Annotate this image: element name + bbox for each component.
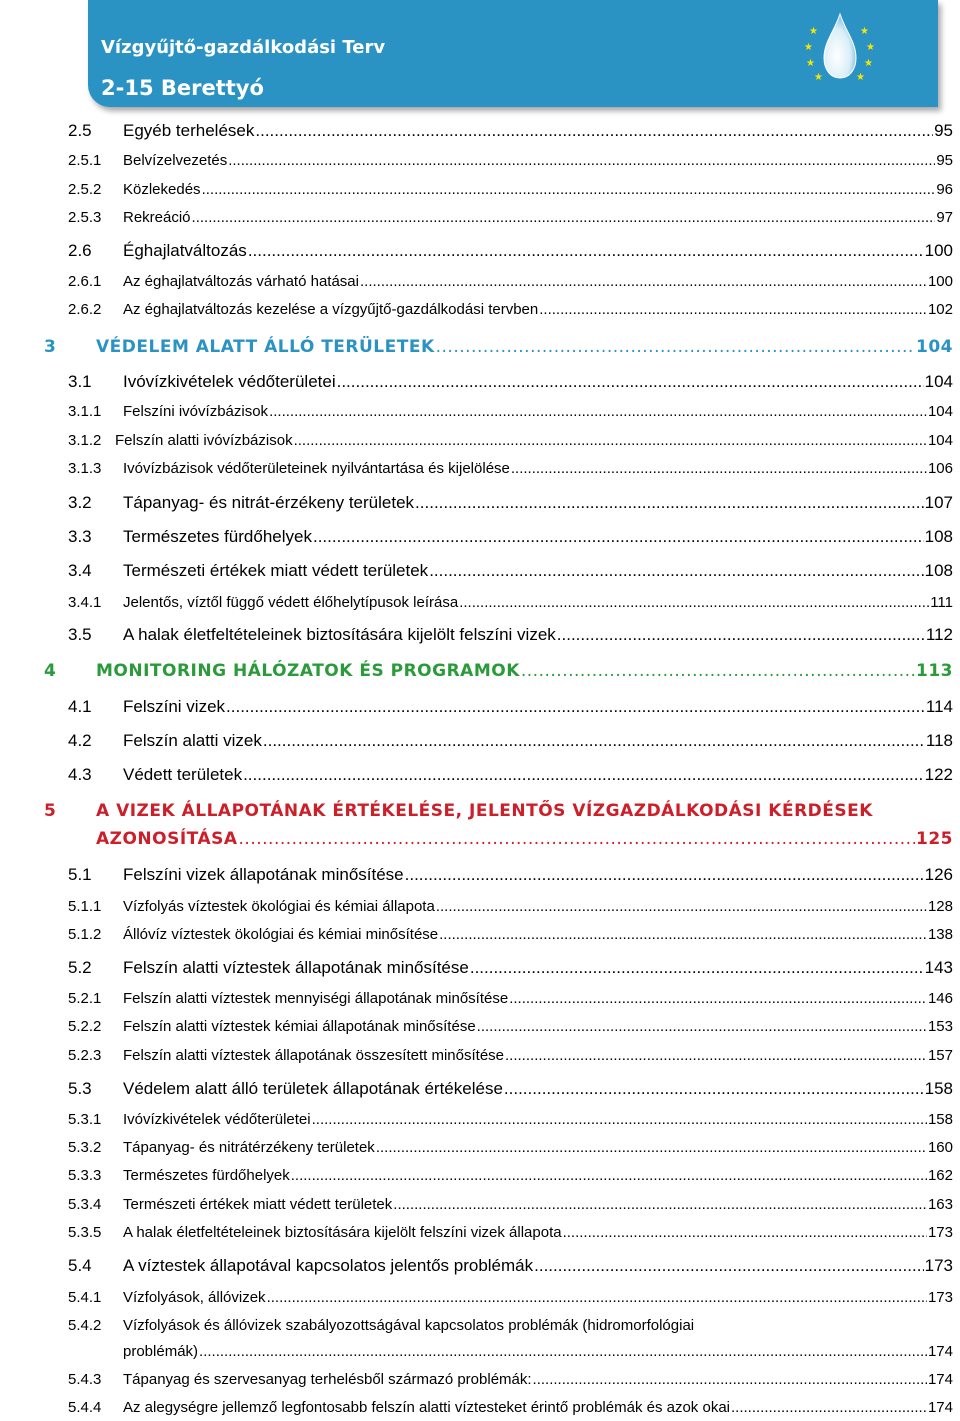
toc-leader: [312, 1111, 927, 1128]
toc-entry[interactable]: [0, 731, 960, 751]
toc-entry[interactable]: [0, 460, 960, 477]
toc-entry[interactable]: [0, 1018, 960, 1035]
toc-page: 146: [927, 990, 953, 1007]
toc-title: A víztestek állapotával kapcsolatos jelentős problémák: [123, 1256, 534, 1275]
toc-page: 108: [924, 527, 953, 546]
toc-number: 5.2.2: [68, 1018, 102, 1035]
toc-page: 122: [924, 765, 953, 784]
toc-title: VÉDELEM ALATT ÁLLÓ TERÜLETEK: [96, 337, 435, 357]
document-title: Vízgyűjtő-gazdálkodási Terv: [101, 37, 386, 58]
toc-entry[interactable]: [0, 1399, 960, 1416]
toc-entry[interactable]: [0, 241, 960, 261]
toc-number: 5.2: [68, 958, 92, 977]
toc-entry[interactable]: [0, 1256, 960, 1276]
toc-leader: [376, 1139, 927, 1156]
toc-title: Az éghajlatváltozás kezelése a vízgyűjtő-gazdálkodási tervben: [123, 301, 539, 318]
toc-number: 5: [44, 801, 57, 821]
toc-leader: [313, 527, 924, 547]
toc-number: 5.2.1: [68, 990, 102, 1007]
toc-entry[interactable]: [0, 898, 960, 915]
svg-text:★: ★: [856, 72, 865, 83]
toc-entry[interactable]: [0, 181, 960, 198]
toc-leader: [294, 432, 927, 449]
toc-number: 2.5: [68, 121, 92, 140]
toc-page: 104: [927, 432, 953, 449]
toc-entry[interactable]: [0, 1224, 960, 1241]
toc-title: Vízfolyások, állóvizek: [123, 1289, 266, 1306]
toc-title: Ivóvízbázisok védőterületeinek nyilvántartása és kijelölése: [123, 460, 510, 477]
toc-number: 3.4: [68, 561, 92, 580]
toc-entry[interactable]: [0, 697, 960, 717]
toc-page: 104: [927, 403, 953, 420]
toc-page: 163: [927, 1196, 953, 1213]
svg-text:★: ★: [864, 58, 873, 69]
svg-text:★: ★: [804, 42, 813, 53]
toc-title: Természeti értékek miatt védett területek: [123, 561, 429, 580]
toc-number: 3.3: [68, 527, 92, 546]
toc-entry[interactable]: [0, 1196, 960, 1213]
toc-title: Ivóvízkivételek védőterületei: [123, 372, 336, 391]
toc-leader: [415, 493, 924, 513]
toc-title: Védett területek: [123, 765, 243, 784]
toc-page: 106: [927, 460, 953, 477]
toc-title: Belvízelvezetés: [123, 152, 228, 169]
toc-number: 3.1.2: [68, 432, 102, 449]
toc-entry[interactable]: [0, 372, 960, 392]
toc-number: 3.1: [68, 372, 92, 391]
toc-title: A VIZEK ÁLLAPOTÁNAK ÉRTÉKELÉSE, JELENTŐS VÍZGAZDÁLKODÁSI KÉRDÉSEK: [96, 801, 873, 821]
toc-page: 118: [925, 731, 953, 750]
toc-leader: [539, 301, 927, 318]
toc-title: Tápanyag- és nitrátérzékeny területek: [123, 1139, 375, 1156]
toc-entry[interactable]: [0, 121, 960, 141]
toc-entry[interactable]: [0, 1371, 960, 1388]
toc-leader: [477, 1018, 927, 1035]
toc-leader: [248, 241, 924, 261]
toc-leader: [239, 829, 915, 849]
toc-leader: [360, 273, 927, 290]
toc-number: 3.4.1: [68, 594, 102, 611]
toc-entry-line1[interactable]: [0, 1317, 960, 1334]
toc-title: Egyéb terhelések: [123, 121, 255, 140]
toc-leader: [436, 898, 927, 915]
toc-entry[interactable]: [0, 493, 960, 513]
toc-entry[interactable]: [0, 594, 960, 611]
toc-leader: [436, 337, 915, 357]
toc-number: 5.3.3: [68, 1167, 102, 1184]
toc-page: 153: [927, 1018, 953, 1035]
toc-leader: [199, 1343, 927, 1360]
toc-page: 114: [925, 697, 953, 716]
toc-number: 5.3.4: [68, 1196, 102, 1213]
toc-title-continued: AZONOSÍTÁSA: [96, 829, 238, 849]
toc-page: 96: [936, 181, 953, 198]
toc-page: 173: [924, 1256, 953, 1275]
toc-number: 5.1: [68, 865, 92, 884]
toc-title: MONITORING HÁLÓZATOK ÉS PROGRAMOK: [96, 661, 520, 681]
toc-entry[interactable]: [0, 152, 960, 169]
toc-leader: [504, 1079, 924, 1099]
toc-leader: [521, 661, 915, 681]
toc-chapter-entry[interactable]: [0, 661, 960, 681]
svg-text:★: ★: [806, 58, 815, 69]
toc-title: Az éghajlatváltozás várható hatásai: [123, 273, 359, 290]
toc-entry[interactable]: [0, 765, 960, 785]
toc-chapter-entry[interactable]: [0, 337, 960, 357]
toc-page: 143: [924, 958, 953, 977]
toc-title: Természetes fürdőhelyek: [123, 1167, 290, 1184]
toc-page: 174: [927, 1343, 953, 1360]
toc-number: 2.6: [68, 241, 92, 260]
toc-entry[interactable]: [0, 1289, 960, 1306]
toc-leader: [459, 594, 929, 611]
toc-leader: [405, 865, 924, 885]
toc-number: 3.1.3: [68, 460, 102, 477]
toc-number: 5.2.3: [68, 1047, 102, 1064]
toc-number: 5.4.2: [68, 1317, 102, 1334]
toc-entry[interactable]: [0, 209, 960, 226]
toc-leader: [269, 403, 927, 420]
toc-title: Vízfolyások és állóvizek szabályozottságával kapcsolatos problémák (hidromorfológiai: [123, 1317, 695, 1334]
toc-number: 5.3.2: [68, 1139, 102, 1156]
toc-entry[interactable]: [0, 1139, 960, 1156]
toc-title: A halak életfeltételeinek biztosítására kijelölt felszíni vizek: [123, 625, 556, 644]
toc-title: Felszín alatti víztestek kémiai állapotának minősítése: [123, 1018, 476, 1035]
toc-number: 2.5.1: [68, 152, 102, 169]
toc-page: 173: [927, 1289, 953, 1306]
toc-leader: [202, 181, 936, 198]
toc-number: 5.3.5: [68, 1224, 102, 1241]
toc-title: Természeti értékek miatt védett területek: [123, 1196, 393, 1213]
toc-title: Éghajlatváltozás: [123, 241, 247, 260]
svg-text:★: ★: [860, 26, 869, 37]
toc-entry[interactable]: [0, 865, 960, 885]
toc-title: Felszín alatti vizek: [123, 731, 262, 750]
svg-text:★: ★: [809, 26, 818, 37]
toc-page: 162: [927, 1167, 953, 1184]
toc-entry[interactable]: [0, 990, 960, 1007]
toc-title: Felszín alatti víztestek állapotának minősítése: [123, 958, 469, 977]
toc-title: Rekreáció: [123, 209, 191, 226]
toc-entry[interactable]: [0, 1047, 960, 1064]
toc-title: Az alegységre jellemző legfontosabb felszín alatti víztesteket érintő problémák és azok okai: [123, 1399, 730, 1416]
toc-leader: [563, 1224, 927, 1241]
toc-leader: [429, 561, 923, 581]
toc-chapter-entry-line1[interactable]: [0, 801, 960, 821]
svg-text:★: ★: [866, 42, 875, 53]
document-subtitle: 2-15 Berettyó: [101, 76, 264, 100]
toc-page: 128: [927, 898, 953, 915]
toc-leader: [731, 1399, 927, 1416]
toc-page: 125: [916, 829, 953, 849]
toc-page: 138: [927, 926, 953, 943]
toc-number: 2.5.3: [68, 209, 102, 226]
toc-entry[interactable]: [0, 273, 960, 290]
toc-page: 107: [924, 493, 953, 512]
toc-page: 174: [927, 1371, 953, 1388]
toc-title-continued: problémák): [123, 1343, 199, 1360]
toc-page: 174: [927, 1399, 953, 1416]
toc-number: 2.5.2: [68, 181, 102, 198]
toc-leader: [505, 1047, 927, 1064]
toc-chapter-entry-line2[interactable]: [0, 829, 960, 849]
toc-page: 108: [924, 561, 953, 580]
toc-entry[interactable]: [0, 625, 960, 645]
toc-number: 5.4.4: [68, 1399, 102, 1416]
toc-page: 95: [934, 121, 953, 140]
toc-page: 173: [927, 1224, 953, 1241]
toc-number: 2.6.1: [68, 273, 102, 290]
toc-number: 3.2: [68, 493, 92, 512]
toc-leader: [192, 209, 936, 226]
toc-leader: [243, 765, 924, 785]
toc-leader: [267, 1289, 927, 1306]
toc-page: 97: [936, 209, 953, 226]
toc-title: Jelentős, víztől függő védett élőhelytípusok leírása: [123, 594, 459, 611]
toc-number: 3: [44, 337, 57, 357]
toc-entry[interactable]: [0, 527, 960, 547]
toc-number: 4.3: [68, 765, 92, 784]
toc-number: 2.6.2: [68, 301, 102, 318]
toc-page: 111: [930, 594, 953, 611]
toc-number: 5.3.1: [68, 1111, 102, 1128]
toc-entry[interactable]: [0, 958, 960, 978]
toc-number: 5.3: [68, 1079, 92, 1098]
toc-title: Felszíni vizek állapotának minősítése: [123, 865, 404, 884]
toc-entry[interactable]: [0, 926, 960, 943]
toc-title: Közlekedés: [123, 181, 201, 198]
toc-number: 4.1: [68, 697, 92, 716]
toc-title: Állóvíz víztestek ökológiai és kémiai minősítése: [123, 926, 439, 943]
toc-entry[interactable]: [0, 1167, 960, 1184]
toc-page: 100: [924, 241, 953, 260]
toc-title: Vízfolyás víztestek ökológiai és kémiai állapota: [123, 898, 435, 915]
toc-title: Felszín alatti ivóvízbázisok: [115, 432, 293, 449]
toc-leader: [534, 1256, 924, 1276]
toc-page: 112: [925, 625, 953, 644]
toc-number: 5.4.3: [68, 1371, 102, 1388]
toc-page: 95: [936, 152, 953, 169]
toc-title: Felszín alatti víztestek állapotának összesített minősítése: [123, 1047, 505, 1064]
toc-leader: [228, 152, 935, 169]
toc-page: 126: [924, 865, 953, 884]
toc-entry-line2[interactable]: [0, 1343, 960, 1360]
toc-page: 113: [916, 661, 953, 681]
toc-number: 5.4: [68, 1256, 92, 1275]
toc-leader: [439, 926, 927, 943]
toc-title: Felszíni vizek: [123, 697, 226, 716]
toc-leader: [533, 1371, 927, 1388]
toc-number: 5.1.1: [68, 898, 102, 915]
toc-title: Védelem alatt álló területek állapotának értékelése: [123, 1079, 503, 1098]
toc-page: 104: [924, 372, 953, 391]
toc-title: Felszíni ivóvízbázisok: [123, 403, 269, 420]
toc-title: Tápanyag és szervesanyag terhelésből származó problémák:: [123, 1371, 532, 1388]
toc-leader: [337, 372, 924, 392]
svg-text:★: ★: [814, 72, 823, 83]
toc-leader: [470, 958, 924, 978]
toc-title: Felszín alatti víztestek mennyiségi állapotának minősítése: [123, 990, 509, 1007]
toc-number: 5.1.2: [68, 926, 102, 943]
toc-entry[interactable]: [0, 1079, 960, 1099]
toc-entry[interactable]: [0, 1111, 960, 1128]
toc-leader: [511, 460, 927, 477]
toc-page: 158: [924, 1079, 953, 1098]
toc-title: Természetes fürdőhelyek: [123, 527, 312, 546]
toc-leader: [263, 731, 925, 751]
toc-title: Ivóvízkivételek védőterületei: [123, 1111, 311, 1128]
toc-page: 104: [916, 337, 953, 357]
toc-leader: [557, 625, 925, 645]
toc-leader: [291, 1167, 927, 1184]
toc-entry[interactable]: [0, 403, 960, 420]
toc-entry[interactable]: [0, 432, 960, 449]
toc-entry[interactable]: [0, 301, 960, 318]
toc-page: 160: [927, 1139, 953, 1156]
toc-number: 3.5: [68, 625, 92, 644]
toc-number: 4.2: [68, 731, 92, 750]
toc-leader: [226, 697, 925, 717]
toc-number: 5.4.1: [68, 1289, 102, 1306]
toc-leader: [509, 990, 927, 1007]
toc-page: 157: [927, 1047, 953, 1064]
toc-page: 158: [927, 1111, 953, 1128]
toc-page: 102: [927, 301, 953, 318]
toc-leader: [255, 121, 933, 141]
toc-number: 3.1.1: [68, 403, 102, 420]
toc-page: 100: [927, 273, 953, 290]
toc-entry[interactable]: [0, 561, 960, 581]
toc-title: A halak életfeltételeinek biztosítására kijelölt felszíni vizek állapota: [123, 1224, 562, 1241]
toc-leader: [393, 1196, 927, 1213]
toc-title: Tápanyag- és nitrát-érzékeny területek: [123, 493, 415, 512]
toc-number: 4: [44, 661, 57, 681]
